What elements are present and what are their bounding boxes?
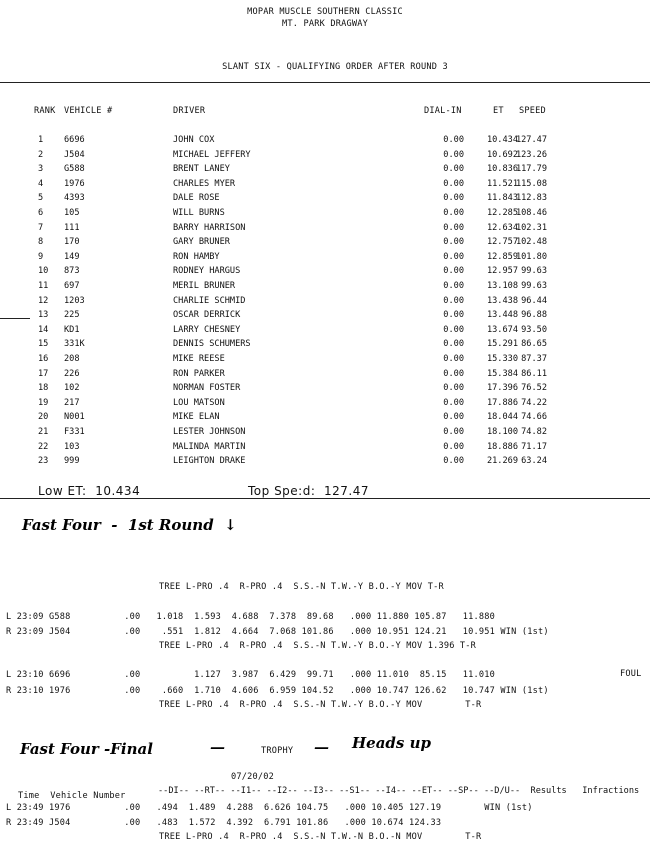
table-row	[0, 339, 650, 354]
driver-cell: WILL BURNS	[173, 208, 225, 218]
driver-cell: CHARLES MYER	[173, 178, 236, 189]
rank-cell: 11	[38, 281, 49, 291]
rank-cell: 20	[38, 412, 49, 423]
et-cell: 11.843	[486, 193, 518, 204]
handwritten-dash-1: —	[210, 738, 225, 756]
report-title: SLANT SIX - QUALIFYING ORDER AFTER ROUND 3	[222, 62, 448, 72]
driver-cell: CHARLIE SCHMID	[173, 295, 246, 306]
top-speed: Top Spe:d: 127.47	[248, 484, 370, 498]
vehicle-cell: 170	[64, 237, 80, 248]
final-date: 07/20/02	[231, 772, 274, 782]
driver-cell: LARRY CHESNEY	[173, 324, 241, 335]
race1-lane-right: R 23:09 J504 .00 .551 1.812 4.664 7.068 101.86 .000 10.951 124.21 10.951 WIN (1st)	[6, 627, 549, 637]
table-row	[0, 150, 650, 165]
rank-cell: 22	[38, 441, 49, 452]
driver-cell: MERIL BRUNER	[173, 281, 236, 291]
rank-cell: 2	[38, 149, 44, 160]
et-cell: 11.521	[486, 178, 518, 189]
vehicle-cell: 697	[64, 281, 80, 291]
table-row	[0, 179, 650, 194]
table-row	[0, 354, 650, 369]
dial-in-cell: 0.00	[443, 397, 464, 408]
col-vehicle: VEHICLE #	[64, 106, 113, 116]
driver-cell: RODNEY HARGUS	[173, 266, 241, 277]
vehicle-cell: 873	[64, 266, 80, 277]
driver-cell: BRENT LANEY	[173, 164, 230, 175]
et-cell: 12.757	[486, 237, 518, 248]
dial-in-cell: 0.00	[443, 368, 464, 379]
col-rank: RANK	[34, 106, 56, 116]
rank-cell: 1	[38, 135, 44, 145]
dial-in-cell: 0.00	[443, 208, 464, 218]
et-cell: 10.434	[486, 135, 518, 145]
table-row	[0, 296, 650, 311]
rank-cell: 19	[38, 397, 49, 408]
et-cell: 10.836	[486, 164, 518, 175]
rank-cell: 4	[38, 178, 44, 189]
final-lane-right: R 23:49 J504 .00 .483 1.572 4.392 6.791 101.86 .000 10.674 124.33	[6, 818, 442, 828]
driver-cell: MICHAEL JEFFERY	[173, 149, 251, 160]
et-cell: 17.396	[486, 383, 518, 394]
speed-cell: 74.66	[521, 412, 547, 423]
vehicle-cell: 149	[64, 251, 80, 262]
dial-in-cell: 0.00	[443, 251, 464, 262]
final-footer: TREE L-PRO .4 R-PRO .4 S.S.-N T.W.-N B.O.-N MOV T-R	[159, 832, 482, 842]
speed-cell: 127.47	[515, 135, 547, 145]
table-row	[0, 442, 650, 457]
header-rule	[0, 82, 650, 83]
low-et: Low ET: 10.434	[38, 484, 141, 498]
speed-cell: 96.44	[521, 295, 547, 306]
driver-cell: BARRY HARRISON	[173, 222, 246, 233]
vehicle-cell: F331	[64, 427, 85, 437]
dial-in-cell: 0.00	[443, 193, 464, 204]
et-cell: 12.859	[486, 251, 518, 262]
vehicle-cell: 105	[64, 208, 80, 218]
driver-cell: MIKE ELAN	[173, 412, 220, 423]
rank-cell: 17	[38, 368, 49, 379]
speed-cell: 112.83	[515, 193, 547, 204]
speed-cell: 99.63	[521, 266, 547, 277]
et-cell: 10.692	[486, 149, 518, 160]
rank-cell: 13	[38, 310, 49, 321]
rank-cell: 9	[38, 251, 44, 262]
speed-cell: 96.88	[521, 310, 547, 321]
rank-cell: 18	[38, 383, 49, 394]
rank-cell: 6	[38, 208, 44, 218]
vehicle-cell: 6696	[64, 135, 85, 145]
rank-cell: 23	[38, 456, 49, 467]
event-title: MOPAR MUSCLE SOUTHERN CLASSIC	[247, 7, 403, 17]
speed-cell: 76.52	[521, 383, 547, 394]
vehicle-cell: N001	[64, 412, 85, 423]
speed-cell: 117.79	[515, 164, 547, 175]
vehicle-cell: KD1	[64, 324, 80, 335]
speed-cell: 86.11	[521, 368, 547, 379]
vehicle-cell: 208	[64, 354, 80, 364]
driver-cell: LESTER JOHNSON	[173, 427, 246, 437]
dial-in-cell: 0.00	[443, 383, 464, 394]
race2-footer: TREE L-PRO .4 R-PRO .4 S.S.-N T.W.-Y B.O.-Y MOV T-R	[159, 700, 482, 710]
dial-in-cell: 0.00	[443, 237, 464, 248]
col-driver: DRIVER	[173, 106, 206, 116]
et-cell: 18.100	[486, 427, 518, 437]
vehicle-cell: 226	[64, 368, 80, 379]
et-cell: 15.291	[486, 339, 518, 350]
speed-cell: 99.63	[521, 281, 547, 291]
et-cell: 13.438	[486, 295, 518, 306]
dial-in-cell: 0.00	[443, 281, 464, 291]
final-lane-left: L 23:49 1976 .00 .494 1.489 4.288 6.626 104.75 .000 10.405 127.19 WIN (1st)	[6, 803, 533, 813]
vehicle-cell: 111	[64, 222, 80, 233]
summary-rule	[0, 498, 650, 499]
vehicle-cell: 1976	[64, 178, 85, 189]
table-row	[0, 208, 650, 223]
et-cell: 12.957	[486, 266, 518, 277]
handwritten-heads-up: Heads up	[352, 734, 431, 752]
et-cell: 13.448	[486, 310, 518, 321]
rank-cell: 14	[38, 324, 49, 335]
dial-in-cell: 0.00	[443, 310, 464, 321]
driver-cell: RON HAMBY	[173, 251, 220, 262]
rank-cell: 3	[38, 164, 44, 175]
dial-in-cell: 0.00	[443, 295, 464, 306]
dial-in-cell: 0.00	[443, 149, 464, 160]
driver-cell: MIKE REESE	[173, 354, 225, 364]
final-col-header-right: --DI-- --RT-- --I1-- --I2-- --I3-- --S1-- --I4-- --ET-- --SP-- --D/U-- Results Infractions	[158, 786, 640, 796]
speed-cell: 86.65	[521, 339, 547, 350]
vehicle-cell: 4393	[64, 193, 85, 204]
vehicle-cell: 225	[64, 310, 80, 321]
driver-cell: DALE ROSE	[173, 193, 220, 204]
rank-cell: 21	[38, 427, 49, 437]
rank-cell: 8	[38, 237, 44, 248]
driver-cell: RON PARKER	[173, 368, 225, 379]
vehicle-cell: 331K	[64, 339, 85, 350]
race2-lane-right: R 23:10 1976 .00 .660 1.710 4.606 6.959 104.52 .000 10.747 126.62 10.747 WIN (1st)	[6, 686, 549, 696]
speed-cell: 102.31	[515, 222, 547, 233]
et-cell: 13.674	[486, 324, 518, 335]
rank-cell: 12	[38, 295, 49, 306]
table-row	[0, 398, 650, 413]
dial-in-cell: 0.00	[443, 135, 464, 145]
driver-cell: MALINDA MARTIN	[173, 441, 246, 452]
table-row	[0, 164, 650, 179]
table-row	[0, 412, 650, 427]
vehicle-cell: 999	[64, 456, 80, 467]
speed-cell: 123.26	[515, 149, 547, 160]
driver-cell: JOHN COX	[173, 135, 215, 145]
speed-cell: 74.82	[521, 427, 547, 437]
dial-in-cell: 0.00	[443, 456, 464, 467]
table-row	[0, 193, 650, 208]
speed-cell: 101.80	[515, 251, 547, 262]
rank-cell: 7	[38, 222, 44, 233]
speed-cell: 87.37	[521, 354, 547, 364]
race1-lane-left: L 23:09 G588 .00 1.018 1.593 4.688 7.378 89.68 .000 11.880 105.87 11.880	[6, 612, 496, 622]
col-speed: SPEED	[519, 106, 546, 116]
table-row	[0, 427, 650, 442]
dial-in-cell: 0.00	[443, 178, 464, 189]
table-row	[0, 135, 650, 150]
table-row	[0, 383, 650, 398]
et-cell: 18.044	[486, 412, 518, 423]
speed-cell: 108.46	[515, 208, 547, 218]
dial-in-cell: 0.00	[443, 339, 464, 350]
vehicle-cell: 1203	[64, 295, 85, 306]
table-row	[0, 325, 650, 340]
driver-cell: NORMAN FOSTER	[173, 383, 241, 394]
et-cell: 21.269	[486, 456, 518, 467]
table-row	[0, 237, 650, 252]
table-row	[0, 456, 650, 471]
et-cell: 17.886	[486, 397, 518, 408]
et-cell: 15.384	[486, 368, 518, 379]
col-dial-in: DIAL-IN	[424, 106, 462, 116]
race2-foul: FOUL	[620, 669, 642, 679]
table-row	[0, 281, 650, 296]
et-cell: 15.330	[486, 354, 518, 364]
rank-cell: 5	[38, 193, 44, 204]
rank-cell: 15	[38, 339, 49, 350]
vehicle-cell: J504	[64, 149, 85, 160]
driver-cell: LOU MATSON	[173, 397, 225, 408]
speed-cell: 71.17	[521, 441, 547, 452]
et-cell: 13.108	[486, 281, 518, 291]
vehicle-cell: 103	[64, 441, 80, 452]
table-row	[0, 223, 650, 238]
table-row	[0, 252, 650, 267]
race1-footer: TREE L-PRO .4 R-PRO .4 S.S.-N T.W.-Y B.O.-Y MOV 1.396 T-R	[159, 641, 477, 651]
vehicle-cell: 102	[64, 383, 80, 394]
final-col-header-left: Time Vehicle Number	[18, 791, 126, 801]
dial-in-cell: 0.00	[443, 266, 464, 277]
driver-cell: LEIGHTON DRAKE	[173, 456, 246, 467]
margin-mark	[0, 318, 30, 319]
et-cell: 18.886	[486, 441, 518, 452]
speed-cell: 63.24	[521, 456, 547, 467]
race2-lane-left: L 23:10 6696 .00 1.127 3.987 6.429 99.71 .000 11.010 85.15 11.010	[6, 670, 496, 680]
driver-cell: DENNIS SCHUMERS	[173, 339, 251, 350]
speed-cell: 93.50	[521, 324, 547, 335]
table-row	[0, 369, 650, 384]
table-row	[0, 266, 650, 281]
rank-cell: 10	[38, 266, 49, 277]
trophy-label: TROPHY	[261, 746, 294, 756]
et-cell: 12.634	[486, 222, 518, 233]
vehicle-cell: 217	[64, 397, 80, 408]
speed-cell: 102.48	[515, 237, 547, 248]
handwritten-dash-2: —	[314, 738, 329, 756]
track-name: MT. PARK DRAGWAY	[282, 19, 368, 29]
dial-in-cell: 0.00	[443, 324, 464, 335]
dial-in-cell: 0.00	[443, 222, 464, 233]
dial-in-cell: 0.00	[443, 427, 464, 437]
handwritten-fast-four-round1: Fast Four - 1st Round ↓	[22, 516, 237, 534]
col-et: ET	[493, 106, 504, 116]
dial-in-cell: 0.00	[443, 441, 464, 452]
handwritten-fast-four-final: Fast Four -Final	[20, 740, 153, 758]
driver-cell: GARY BRUNER	[173, 237, 230, 248]
race1-header: TREE L-PRO .4 R-PRO .4 S.S.-N T.W.-Y B.O.-Y MOV T-R	[159, 582, 444, 592]
dial-in-cell: 0.00	[443, 164, 464, 175]
et-cell: 12.285	[486, 208, 518, 218]
driver-cell: OSCAR DERRICK	[173, 310, 241, 321]
rank-cell: 16	[38, 354, 49, 364]
dial-in-cell: 0.00	[443, 354, 464, 364]
speed-cell: 115.08	[515, 178, 547, 189]
vehicle-cell: G588	[64, 164, 85, 175]
dial-in-cell: 0.00	[443, 412, 464, 423]
speed-cell: 74.22	[521, 397, 547, 408]
table-row	[0, 310, 650, 325]
